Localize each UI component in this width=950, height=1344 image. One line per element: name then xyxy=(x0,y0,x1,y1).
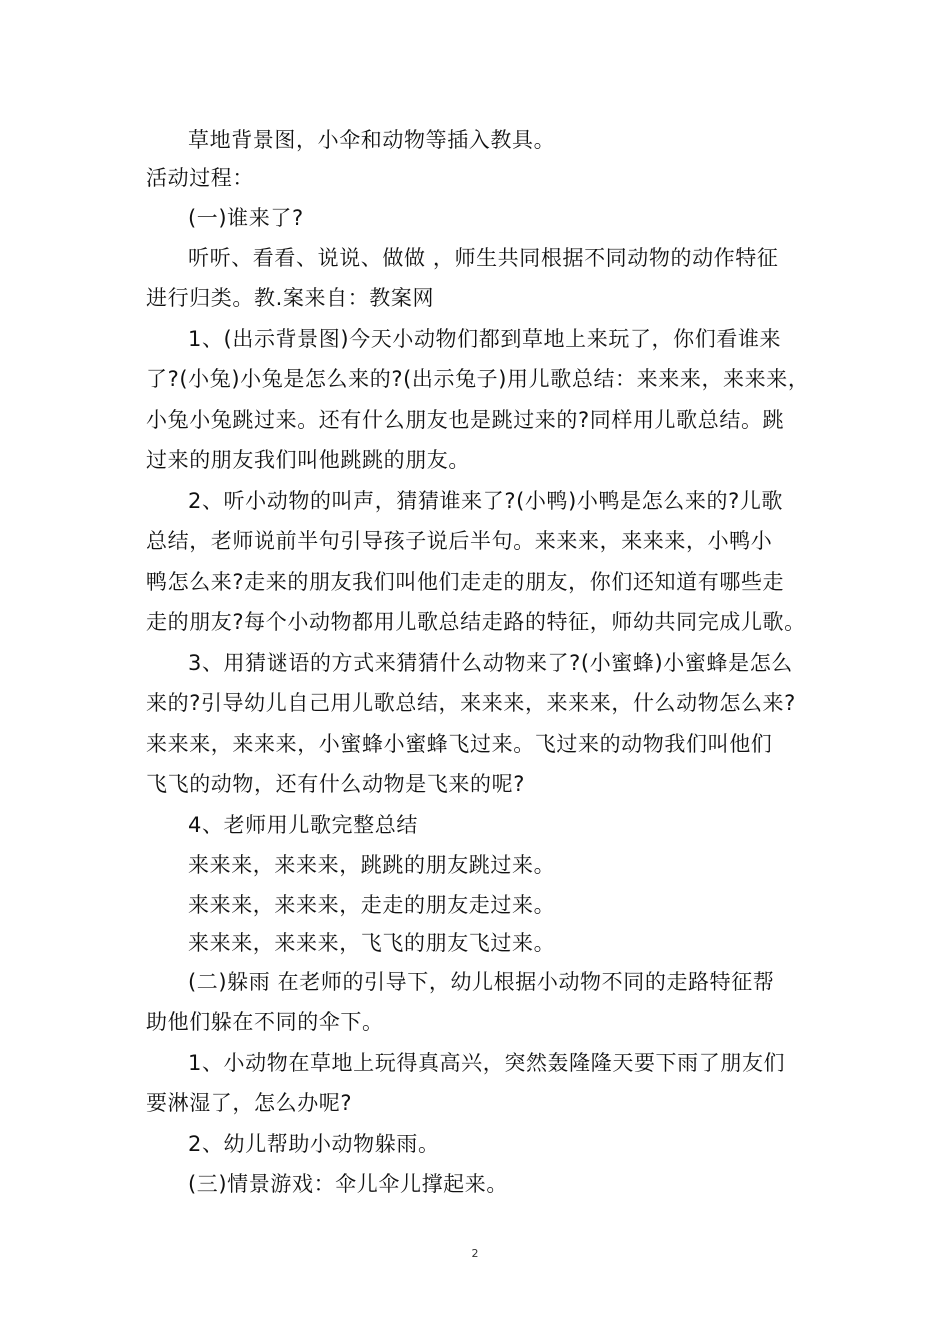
text-line: 4、老师用儿歌完整总结 xyxy=(188,813,418,837)
text-line: 听听、看看、说说、做做 ，师生共同根据不同动物的动作特征 xyxy=(188,246,779,270)
text-line: 过来的朋友我们叫他跳跳的朋友。 xyxy=(146,448,470,472)
text-line: 来的?引导幼儿自己用儿歌总结，来来来，来来来，什么动物怎么来? xyxy=(146,691,796,715)
text-line: 助他们躲在不同的伞下。 xyxy=(146,1010,384,1034)
page-number: 2 xyxy=(471,1247,479,1260)
text-line: 要淋湿了，怎么办呢? xyxy=(146,1091,353,1115)
text-line: 2、听小动物的叫声，猜猜谁来了?(小鸭)小鸭是怎么来的?儿歌 xyxy=(188,489,784,513)
text-line: 进行归类。教.案来自：教案网 xyxy=(146,286,435,310)
poem-line: 来来来，来来来，跳跳的朋友跳过来。 xyxy=(188,853,556,877)
text-line: 了?(小兔)小兔是怎么来的?(出示兔子)用儿歌总结：来来来，来来来， xyxy=(146,367,810,391)
section-heading: (三)情景游戏：伞儿伞儿撑起来。 xyxy=(188,1172,508,1196)
text-line: 1、小动物在草地上玩得真高兴，突然轰隆隆天要下雨了朋友们 xyxy=(188,1051,786,1075)
text-line: 总结，老师说前半句引导孩子说后半句。来来来，来来来，小鸭小 xyxy=(146,529,773,553)
text-line: 鸭怎么来?走来的朋友我们叫他们走走的朋友，你们还知道有哪些走 xyxy=(146,570,785,594)
text-line: 走的朋友?每个小动物都用儿歌总结走路的特征，师幼共同完成儿歌。 xyxy=(146,610,806,634)
text-line: 3、用猜谜语的方式来猜猜什么动物来了?(小蜜蜂)小蜜蜂是怎么 xyxy=(188,651,793,675)
text-line: 草地背景图，小伞和动物等插入教具。 xyxy=(188,128,556,152)
poem-line: 来来来，来来来，走走的朋友走过来。 xyxy=(188,893,556,917)
text-line: 小兔小兔跳过来。还有什么朋友也是跳过来的?同样用儿歌总结。跳 xyxy=(146,408,785,432)
text-line: 2、幼儿帮助小动物躲雨。 xyxy=(188,1132,440,1156)
section-heading: (一)谁来了? xyxy=(188,206,304,230)
poem-line: 来来来，来来来，飞飞的朋友飞过来。 xyxy=(188,931,556,955)
text-line: 飞飞的动物，还有什么动物是飞来的呢? xyxy=(146,772,525,796)
section-heading: (二)躲雨 在老师的引导下，幼儿根据小动物不同的走路特征帮 xyxy=(188,970,775,994)
text-line: 来来来，来来来，小蜜蜂小蜜蜂飞过来。飞过来的动物我们叫他们 xyxy=(146,732,773,756)
text-line: 活动过程： xyxy=(146,166,254,190)
text-line: 1、(出示背景图)今天小动物们都到草地上来玩了，你们看谁来 xyxy=(188,327,782,351)
